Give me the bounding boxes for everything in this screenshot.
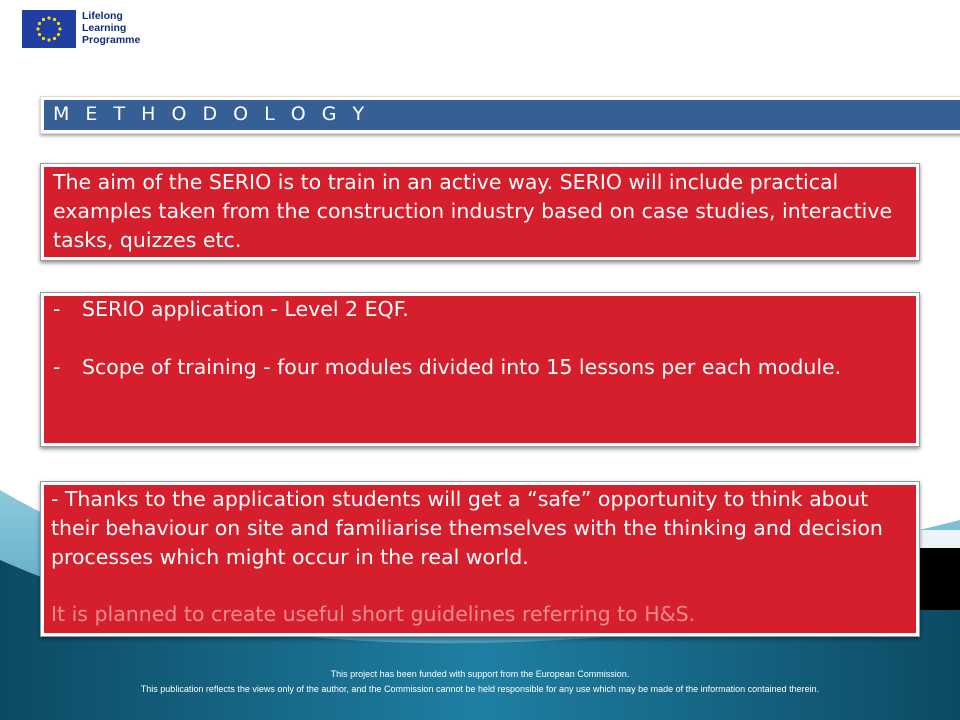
aim-text: The aim of the SERIO is to train in an active way. SERIO will include practical examples taken from the construction industry based on case studies, interactive tasks, quizzes etc. bbox=[53, 170, 893, 252]
list-dash: - bbox=[53, 355, 61, 379]
title-bar bbox=[40, 96, 960, 134]
list-item bbox=[53, 295, 899, 324]
logo-line: Programme bbox=[82, 34, 141, 46]
benefits-box bbox=[40, 481, 920, 637]
logo-line: Learning bbox=[82, 22, 127, 34]
scope-box bbox=[40, 292, 920, 447]
list-item-text: Scope of training - four modules divided into 15 lessons per each module. bbox=[82, 355, 842, 379]
guidelines-note: It is planned to create useful short guidelines referring to H&S. bbox=[51, 602, 696, 626]
aim-box bbox=[40, 163, 920, 261]
logo-line: Lifelong bbox=[82, 10, 123, 22]
list-item-text: SERIO application - Level 2 EQF. bbox=[82, 297, 409, 321]
logo-text bbox=[82, 10, 140, 46]
footer-funding: This project has been funded with support from the European Commission. bbox=[330, 669, 630, 679]
list-dash: - bbox=[53, 297, 61, 321]
eu-flag-icon bbox=[22, 10, 76, 48]
lifelong-learning-logo bbox=[22, 10, 140, 48]
page-title: M E T H O D O L O G Y bbox=[53, 103, 370, 125]
benefits-text: - Thanks to the application students will get a “safe” opportunity to think about their behaviour on site and familiarise themselves with the thinking and decision processes which might occur in the real world. bbox=[51, 487, 883, 569]
list-item bbox=[53, 353, 899, 382]
footer-disclaimer: This publication reflects the views only of the author, and the Commission cannot be held responsible for any use which may be made of the information contained therein. bbox=[140, 684, 820, 694]
